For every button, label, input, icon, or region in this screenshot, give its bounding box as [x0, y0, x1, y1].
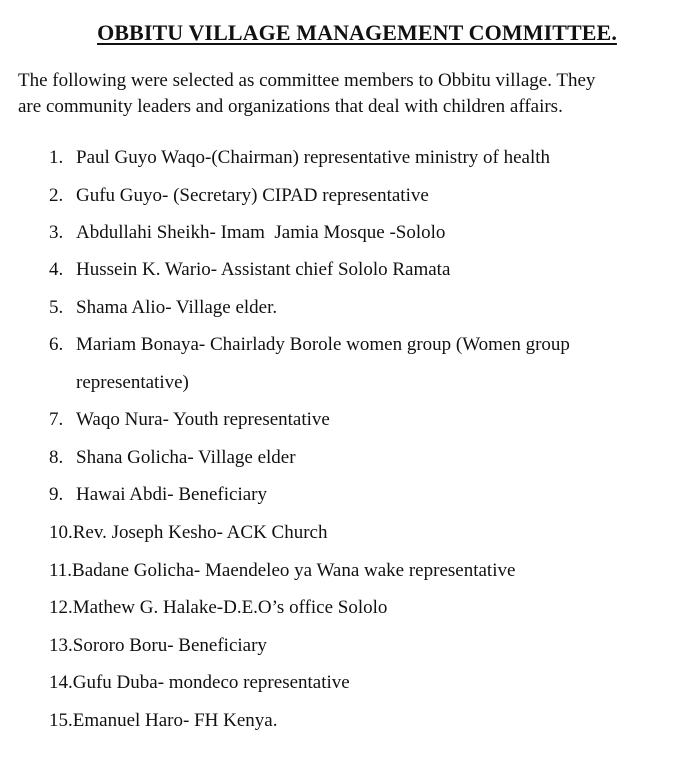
list-item — [49, 183, 429, 209]
list-item — [49, 445, 296, 471]
list-item — [49, 220, 445, 246]
intro-line-1: The following were selected as committee members to Obbitu village. They — [18, 70, 596, 91]
list-item-text: Mathew G. Halake-D.E.O’s office Sololo — [72, 597, 388, 618]
list-item-text: Badane Golicha- Maendeleo ya Wana wake representative — [72, 560, 516, 581]
list-item-number: 1. — [49, 147, 64, 168]
list-item-text: Hussein K. Wario- Assistant chief Sololo Ramata — [76, 259, 451, 280]
list-item-number: 7. — [49, 409, 64, 430]
list-item-text: Waqo Nura- Youth representative — [76, 409, 330, 430]
intro-line-2: are community leaders and organizations that deal with children affairs. — [18, 96, 563, 117]
list-item-text: Abdullahi Sheikh- Imam Jamia Mosque -Sololo — [76, 222, 446, 243]
list-item-number: 15. — [49, 710, 73, 731]
list-item — [49, 595, 387, 621]
list-item-number: 6. — [49, 334, 64, 355]
list-item — [49, 257, 450, 283]
list-item-continuation: representative) — [76, 372, 189, 393]
list-item-number: 14. — [49, 672, 73, 693]
list-item-text: Gufu Guyo- (Secretary) CIPAD representative — [76, 185, 429, 206]
list-item — [49, 407, 330, 433]
list-item-text: Emanuel Haro- FH Kenya. — [72, 710, 278, 731]
list-item — [49, 520, 327, 546]
list-item — [49, 708, 277, 734]
list-item-text: Paul Guyo Waqo-(Chairman) representative ministry of health — [76, 147, 551, 168]
list-item — [49, 332, 570, 396]
list-item-text: Shana Golicha- Village elder — [76, 447, 296, 468]
list-item-number: 2. — [49, 185, 64, 206]
list-item-number: 4. — [49, 259, 64, 280]
list-item — [49, 558, 515, 584]
list-item — [49, 482, 267, 508]
list-item-number: 12. — [49, 597, 73, 618]
list-item-text: Mariam Bonaya- Chairlady Borole women group (Women group — [76, 334, 570, 355]
list-item-number: 3. — [49, 222, 64, 243]
list-item-text: Hawai Abdi- Beneficiary — [76, 484, 267, 505]
list-item-number: 13. — [49, 635, 73, 656]
list-item-number: 8. — [49, 447, 64, 468]
list-item-text: Gufu Duba- mondeco representative — [72, 672, 350, 693]
list-item — [49, 670, 350, 696]
list-item-number: 10. — [49, 522, 73, 543]
list-item-number: 5. — [49, 297, 64, 318]
list-item-number: 9. — [49, 484, 64, 505]
list-item — [49, 633, 267, 659]
list-item — [49, 295, 277, 321]
list-item-text: Shama Alio- Village elder. — [76, 297, 278, 318]
list-item-number: 11. — [49, 560, 73, 581]
list-item-text: Rev. Joseph Kesho- ACK Church — [72, 522, 328, 543]
list-item-text: Sororo Boru- Beneficiary — [72, 635, 267, 656]
list-item — [49, 145, 550, 171]
document-title: OBBITU VILLAGE MANAGEMENT COMMITTEE. — [97, 20, 617, 45]
